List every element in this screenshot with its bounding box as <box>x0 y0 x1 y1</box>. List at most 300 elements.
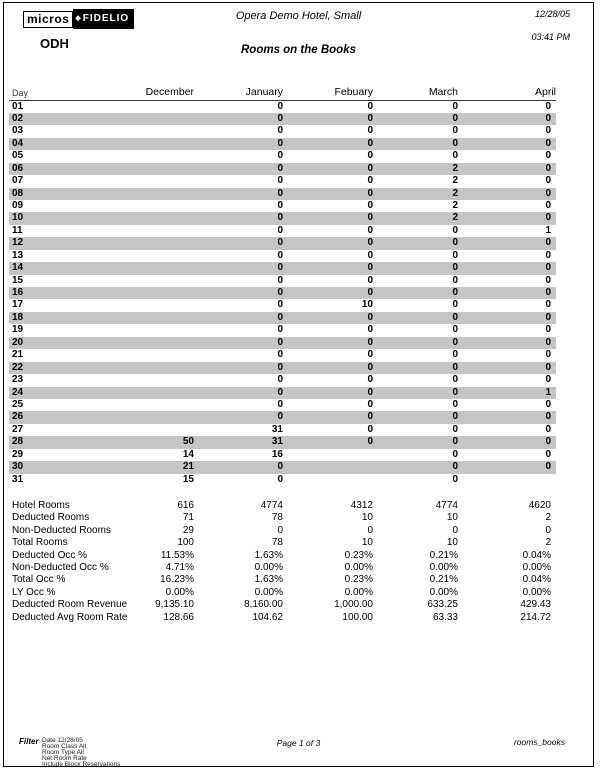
column-header-row <box>9 83 556 100</box>
summary-row <box>9 612 556 624</box>
col-header-day: Day <box>9 83 104 100</box>
table-row <box>9 113 556 125</box>
value-cell: 0 <box>367 361 373 373</box>
value-cell: 0 <box>367 249 373 261</box>
value-cell: 0 <box>545 199 551 211</box>
summary-value-cell: 11.53% <box>160 549 194 561</box>
col-header-january: January <box>194 83 283 100</box>
day-cell: 09 <box>12 199 24 211</box>
value-cell: 0 <box>452 125 458 137</box>
value-cell: 0 <box>277 311 283 323</box>
table-row <box>9 237 556 249</box>
value-cell: 0 <box>452 336 458 348</box>
value-cell: 0 <box>277 224 283 236</box>
report-id: rooms_books <box>513 737 565 747</box>
summary-value-cell: 9,135.10 <box>155 599 194 611</box>
summary-value-cell: 71 <box>182 512 194 524</box>
value-cell: 0 <box>277 187 283 199</box>
value-cell: 0 <box>452 448 458 460</box>
value-cell: 0 <box>452 262 458 274</box>
summary-value-cell: 100 <box>177 537 194 549</box>
summary-value-cell: 0.23% <box>344 549 373 561</box>
table-row <box>9 411 556 423</box>
table-row <box>9 374 556 386</box>
summary-label-cell: Deducted Avg Room Rate <box>12 611 128 623</box>
value-cell: 0 <box>452 100 458 112</box>
table-row <box>9 100 556 113</box>
day-cell: 01 <box>12 100 24 112</box>
summary-value-cell: 0.23% <box>344 574 373 586</box>
value-cell: 0 <box>452 150 458 162</box>
value-cell: 0 <box>277 137 283 149</box>
value-cell: 0 <box>367 162 373 174</box>
table-row <box>9 449 556 461</box>
day-cell: 13 <box>12 249 24 261</box>
summary-value-cell: 1,000.00 <box>334 599 373 611</box>
page-number: Page 1 of 3 <box>276 738 321 748</box>
summary-value-cell: 4312 <box>350 500 373 512</box>
value-cell: 0 <box>545 336 551 348</box>
summary-table <box>9 500 556 624</box>
value-cell: 0 <box>452 374 458 386</box>
summary-value-cell: 0 <box>452 524 458 536</box>
value-cell <box>104 150 194 162</box>
day-cell: 10 <box>12 212 24 224</box>
value-cell: 0 <box>545 299 551 311</box>
value-cell: 0 <box>545 249 551 261</box>
value-cell: 0 <box>545 324 551 336</box>
value-cell: 0 <box>452 224 458 236</box>
value-cell <box>283 449 373 461</box>
day-cell: 05 <box>12 150 24 162</box>
summary-label-cell: Total Rooms <box>12 537 68 549</box>
summary-value-cell: 4774 <box>435 500 458 512</box>
value-cell: 0 <box>367 274 373 286</box>
value-cell <box>104 250 194 262</box>
value-cell: 0 <box>452 324 458 336</box>
summary-value-cell: 10 <box>361 512 373 524</box>
summary-row <box>9 599 556 611</box>
value-cell: 0 <box>367 224 373 236</box>
summary-value-cell: 4774 <box>260 500 283 512</box>
day-cell: 18 <box>12 311 24 323</box>
summary-label-cell: Deducted Room Revenue <box>12 599 128 611</box>
value-cell: 0 <box>277 150 283 162</box>
daily-table <box>9 83 556 486</box>
table-row <box>9 399 556 411</box>
value-cell: 0 <box>277 274 283 286</box>
summary-value-cell: 0.00% <box>165 586 194 598</box>
value-cell <box>104 299 194 311</box>
run-date: 12/28/05 <box>534 9 570 19</box>
report-page <box>3 2 594 767</box>
value-cell <box>104 237 194 249</box>
filter-line: Net Room Rate <box>42 754 87 762</box>
value-cell: 0 <box>367 436 373 448</box>
value-cell: 0 <box>277 386 283 398</box>
summary-label-cell: Total Occ % <box>12 574 66 586</box>
value-cell <box>104 287 194 299</box>
day-cell: 24 <box>12 386 24 398</box>
summary-value-cell: 0.00% <box>344 586 373 598</box>
value-cell: 0 <box>367 175 373 187</box>
value-cell: 0 <box>277 287 283 299</box>
value-cell: 0 <box>367 112 373 124</box>
value-cell <box>104 411 194 423</box>
filter-line: Include Block Reservations <box>42 760 121 768</box>
summary-value-cell: 78 <box>271 512 283 524</box>
value-cell: 0 <box>277 374 283 386</box>
value-cell: 0 <box>277 398 283 410</box>
table-row <box>9 188 556 200</box>
value-cell: 1 <box>545 386 551 398</box>
run-time: 03:41 PM <box>531 32 570 42</box>
day-cell: 15 <box>12 274 24 286</box>
value-cell: 0 <box>367 262 373 274</box>
value-cell: 0 <box>367 386 373 398</box>
table-row <box>9 436 556 448</box>
summary-value-cell: 0.21% <box>429 549 458 561</box>
summary-label-cell: Deducted Occ % <box>12 549 88 561</box>
table-row <box>9 337 556 349</box>
value-cell <box>104 138 194 150</box>
value-cell <box>104 125 194 137</box>
filter-label: Filter <box>19 737 39 746</box>
value-cell: 0 <box>367 125 373 137</box>
day-cell: 02 <box>12 112 24 124</box>
value-cell: 0 <box>277 175 283 187</box>
value-cell <box>104 275 194 287</box>
summary-rows <box>9 500 556 624</box>
value-cell: 0 <box>277 249 283 261</box>
col-header-febuary: Febuary <box>283 83 373 100</box>
property-code: ODH <box>40 36 69 51</box>
summary-value-cell: 29 <box>182 524 194 536</box>
day-cell: 27 <box>12 423 24 435</box>
day-cell: 04 <box>12 137 24 149</box>
summary-row <box>9 587 556 599</box>
value-cell: 14 <box>182 448 194 460</box>
day-cell: 25 <box>12 398 24 410</box>
value-cell: 0 <box>452 386 458 398</box>
value-cell <box>104 113 194 125</box>
day-cell: 22 <box>12 361 24 373</box>
summary-value-cell: 0 <box>277 524 283 536</box>
value-cell: 0 <box>367 150 373 162</box>
value-cell <box>104 324 194 336</box>
table-row <box>9 324 556 336</box>
value-cell: 0 <box>367 336 373 348</box>
table-row <box>9 212 556 224</box>
value-cell: 0 <box>367 187 373 199</box>
table-row <box>9 461 556 473</box>
value-cell: 2 <box>452 162 458 174</box>
value-cell: 0 <box>277 262 283 274</box>
summary-label-cell: Non-Deducted Rooms <box>12 524 111 536</box>
table-row <box>9 312 556 324</box>
value-cell: 0 <box>452 249 458 261</box>
summary-value-cell: 0.21% <box>429 574 458 586</box>
value-cell: 0 <box>545 162 551 174</box>
value-cell: 0 <box>452 274 458 286</box>
day-cell: 19 <box>12 324 24 336</box>
summary-value-cell: 1.63% <box>254 549 283 561</box>
value-cell: 0 <box>545 262 551 274</box>
value-cell <box>283 461 373 473</box>
value-cell: 0 <box>277 237 283 249</box>
summary-value-cell: 0.00% <box>344 562 373 573</box>
summary-value-cell: 0.00% <box>254 586 283 598</box>
value-cell: 0 <box>545 125 551 137</box>
summary-value-cell: 1.63% <box>254 574 283 586</box>
table-row <box>9 349 556 361</box>
value-cell: 0 <box>367 199 373 211</box>
value-cell: 0 <box>367 212 373 224</box>
table-row <box>9 299 556 311</box>
col-header-march: March <box>373 83 458 100</box>
day-cell: 17 <box>12 299 24 311</box>
day-cell: 26 <box>12 411 24 423</box>
table-row <box>9 175 556 187</box>
summary-value-cell: 214.72 <box>520 611 551 623</box>
summary-value-cell: 0.00% <box>522 562 551 573</box>
summary-row <box>9 525 556 537</box>
summary-value-cell: 616 <box>177 500 194 512</box>
summary-value-cell: 0.00% <box>429 586 458 598</box>
value-cell: 0 <box>545 423 551 435</box>
table-row <box>9 138 556 150</box>
value-cell: 0 <box>367 349 373 361</box>
summary-value-cell: 0 <box>545 524 551 536</box>
value-cell <box>104 362 194 374</box>
table-row <box>9 424 556 436</box>
filter-line: Room Type All <box>42 748 84 756</box>
value-cell: 0 <box>277 199 283 211</box>
summary-row <box>9 574 556 586</box>
summary-value-cell: 100.00 <box>342 611 373 623</box>
day-cell: 11 <box>12 224 23 236</box>
table-row <box>9 125 556 137</box>
table-row <box>9 275 556 287</box>
summary-label-cell: Deducted Rooms <box>12 512 90 524</box>
value-cell: 0 <box>277 112 283 124</box>
value-cell: 0 <box>277 212 283 224</box>
value-cell: 0 <box>545 461 551 473</box>
value-cell <box>104 424 194 436</box>
value-cell: 0 <box>545 137 551 149</box>
table-row <box>9 262 556 274</box>
value-cell: 1 <box>545 224 551 236</box>
summary-value-cell: 0 <box>367 524 373 536</box>
summary-row <box>9 512 556 524</box>
summary-value-cell: 78 <box>271 537 283 549</box>
value-cell <box>104 262 194 274</box>
value-cell: 0 <box>545 112 551 124</box>
value-cell: 0 <box>452 349 458 361</box>
value-cell <box>104 212 194 224</box>
filter-line: Date 12/28/05 <box>42 737 83 744</box>
summary-value-cell: 4620 <box>528 500 551 512</box>
col-header-april: April <box>458 83 556 100</box>
value-cell: 0 <box>277 473 283 485</box>
day-cell: 16 <box>12 287 24 299</box>
value-cell: 0 <box>452 473 458 485</box>
table-row <box>9 474 556 486</box>
summary-value-cell: 0.04% <box>522 549 551 561</box>
value-cell: 10 <box>361 299 373 311</box>
micros-logo-text: micros <box>23 11 73 28</box>
diamond-icon: ◆ <box>75 15 82 22</box>
value-cell: 0 <box>277 125 283 137</box>
value-cell: 31 <box>271 423 283 435</box>
value-cell: 0 <box>367 398 373 410</box>
value-cell <box>104 387 194 399</box>
value-cell: 0 <box>277 336 283 348</box>
value-cell: 0 <box>545 448 551 460</box>
value-cell: 0 <box>367 423 373 435</box>
summary-row <box>9 550 556 562</box>
summary-value-cell: 429.43 <box>520 599 551 611</box>
summary-value-cell: 10 <box>446 537 458 549</box>
table-row <box>9 250 556 262</box>
day-cell: 31 <box>12 473 24 485</box>
summary-value-cell: 2 <box>545 512 551 524</box>
day-cell: 28 <box>12 436 24 448</box>
value-cell: 0 <box>545 349 551 361</box>
day-cell: 30 <box>12 461 24 473</box>
value-cell: 0 <box>277 324 283 336</box>
value-cell: 0 <box>452 311 458 323</box>
summary-value-cell: 2 <box>545 537 551 549</box>
table-row <box>9 225 556 237</box>
value-cell: 0 <box>545 212 551 224</box>
value-cell: 0 <box>277 461 283 473</box>
value-cell <box>104 188 194 200</box>
summary-value-cell: 8,160.00 <box>244 599 283 611</box>
value-cell <box>283 474 373 486</box>
day-cell: 07 <box>12 175 24 187</box>
value-cell: 0 <box>545 361 551 373</box>
value-cell: 0 <box>277 411 283 423</box>
value-cell: 50 <box>182 436 194 448</box>
summary-value-cell: 633.25 <box>427 599 458 611</box>
value-cell: 2 <box>452 175 458 187</box>
table-row <box>9 362 556 374</box>
value-cell: 0 <box>367 311 373 323</box>
value-cell: 0 <box>545 274 551 286</box>
value-cell <box>104 312 194 324</box>
table-row <box>9 163 556 175</box>
value-cell: 21 <box>182 461 194 473</box>
value-cell: 0 <box>545 398 551 410</box>
value-cell <box>104 337 194 349</box>
value-cell: 0 <box>452 112 458 124</box>
hotel-name: Opera Demo Hotel, Small <box>235 10 362 22</box>
value-cell: 0 <box>545 287 551 299</box>
value-cell: 0 <box>367 137 373 149</box>
value-cell: 0 <box>452 461 458 473</box>
value-cell <box>104 100 194 113</box>
value-cell: 0 <box>452 423 458 435</box>
summary-label-cell: Non-Deducted Occ % <box>12 562 109 573</box>
day-cell: 14 <box>12 262 24 274</box>
value-cell: 0 <box>367 287 373 299</box>
col-header-december: December <box>104 83 194 100</box>
value-cell: 0 <box>545 311 551 323</box>
summary-value-cell: 0.00% <box>522 586 551 598</box>
summary-value-cell: 104.62 <box>252 611 283 623</box>
summary-value-cell: 0.00% <box>429 562 458 573</box>
value-cell <box>458 474 556 486</box>
day-cell: 06 <box>12 162 24 174</box>
summary-row <box>9 537 556 549</box>
value-cell: 0 <box>545 436 551 448</box>
value-cell: 0 <box>277 361 283 373</box>
value-cell: 0 <box>452 361 458 373</box>
day-cell: 12 <box>12 237 24 249</box>
value-cell: 0 <box>545 175 551 187</box>
daily-rows <box>9 100 556 486</box>
value-cell: 2 <box>452 199 458 211</box>
value-cell: 0 <box>367 324 373 336</box>
value-cell <box>104 349 194 361</box>
value-cell: 15 <box>182 473 194 485</box>
day-cell: 20 <box>12 336 24 348</box>
value-cell: 0 <box>367 411 373 423</box>
value-cell: 0 <box>277 162 283 174</box>
day-cell: 21 <box>12 349 24 361</box>
day-cell: 23 <box>12 374 24 386</box>
value-cell: 2 <box>452 212 458 224</box>
value-cell <box>104 175 194 187</box>
filter-line: Room Class All <box>42 742 87 750</box>
value-cell: 0 <box>277 349 283 361</box>
value-cell: 0 <box>452 137 458 149</box>
summary-value-cell: 63.33 <box>432 611 458 623</box>
value-cell: 16 <box>271 448 283 460</box>
value-cell: 31 <box>271 436 283 448</box>
summary-value-cell: 0.00% <box>254 562 283 573</box>
value-cell: 0 <box>545 187 551 199</box>
value-cell: 0 <box>452 299 458 311</box>
value-cell: 0 <box>452 237 458 249</box>
value-cell: 0 <box>545 100 551 112</box>
table-row <box>9 200 556 212</box>
day-cell: 29 <box>12 448 24 460</box>
summary-row <box>9 500 556 512</box>
table-row <box>9 387 556 399</box>
summary-value-cell: 4.71% <box>165 562 194 573</box>
value-cell: 2 <box>452 187 458 199</box>
value-cell: 0 <box>367 237 373 249</box>
fidelio-logo-text: FIDELIO <box>82 13 130 24</box>
summary-row <box>9 562 556 574</box>
table-row <box>9 287 556 299</box>
summary-label-cell: Hotel Rooms <box>12 500 70 512</box>
value-cell: 0 <box>277 100 283 112</box>
summary-value-cell: 10 <box>446 512 458 524</box>
value-cell: 0 <box>545 237 551 249</box>
day-cell: 03 <box>12 125 24 137</box>
value-cell <box>104 163 194 175</box>
value-cell: 0 <box>367 374 373 386</box>
value-cell: 0 <box>545 411 551 423</box>
value-cell: 0 <box>452 436 458 448</box>
value-cell: 0 <box>277 299 283 311</box>
value-cell <box>104 374 194 386</box>
summary-value-cell: 0.04% <box>522 574 551 586</box>
summary-value-cell: 128.66 <box>163 611 194 623</box>
